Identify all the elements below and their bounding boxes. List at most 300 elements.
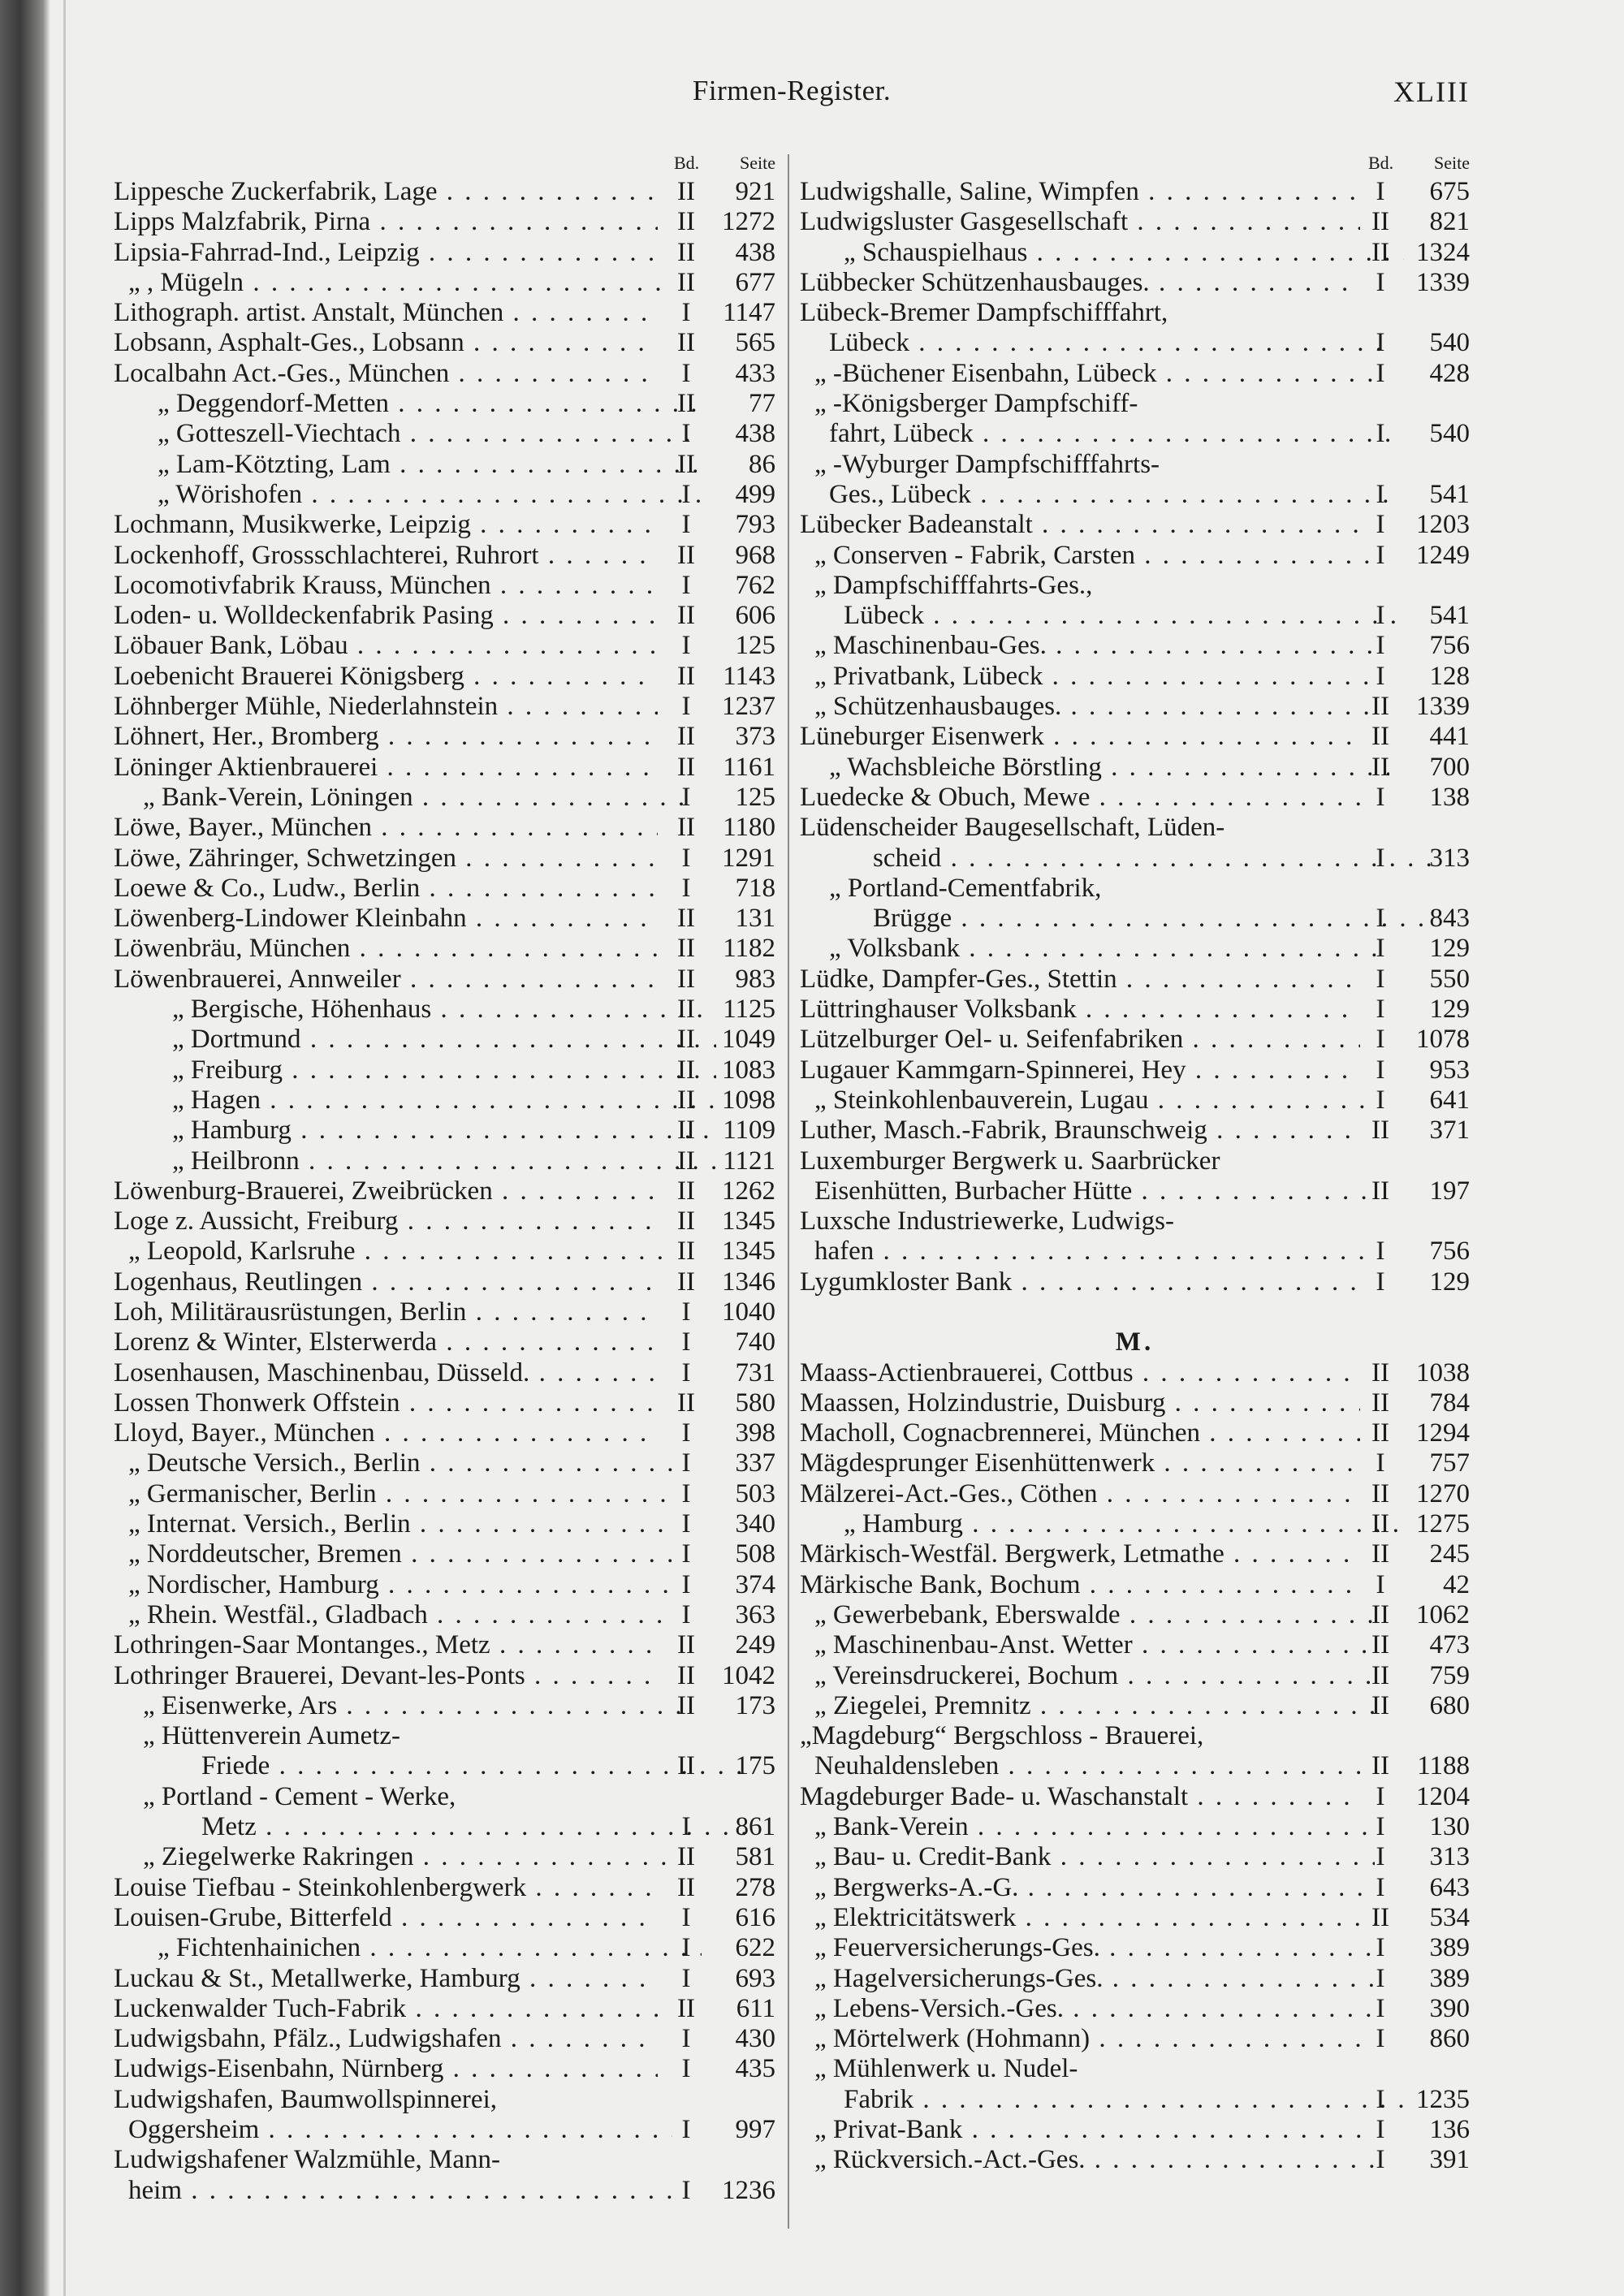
entry-volume: I bbox=[681, 2054, 691, 2084]
entry-page: 756 bbox=[1429, 1236, 1470, 1267]
entry-volume: II bbox=[1371, 1751, 1389, 1781]
register-entry bbox=[800, 722, 1470, 752]
entry-page: 677 bbox=[735, 267, 775, 297]
page-header bbox=[114, 75, 1470, 115]
entry-name: „ Elektricitätswerk . . . bbox=[800, 1903, 1375, 1933]
entry-volume: II bbox=[1371, 1599, 1389, 1629]
entry-name: „ Hagelversicherungs-Ges. . . . bbox=[800, 1964, 1375, 1994]
entry-name: hafen . . . bbox=[800, 1236, 1375, 1267]
register-entry bbox=[800, 904, 1470, 934]
entry-name: Eisenhütten, Burbacher Hütte . . . bbox=[800, 1176, 1375, 1206]
entry-page: 1121 bbox=[723, 1146, 775, 1176]
register-entry bbox=[114, 1448, 775, 1478]
entry-page: 759 bbox=[1429, 1660, 1470, 1690]
register-entry bbox=[114, 2145, 775, 2175]
entry-name: Brügge . . . bbox=[800, 904, 1433, 934]
entry-page: 390 bbox=[1429, 1993, 1470, 2023]
entry-name: „ Hüttenverein Aumetz- bbox=[143, 1721, 401, 1751]
register-entry bbox=[800, 783, 1470, 813]
register-entry bbox=[800, 1448, 1470, 1478]
entry-page: 371 bbox=[1429, 1116, 1470, 1146]
entry-page: 821 bbox=[1429, 207, 1470, 237]
entry-page: 541 bbox=[1429, 601, 1470, 631]
register-entry bbox=[800, 631, 1470, 661]
entry-name: „ Maschinenbau-Ges. . . . bbox=[800, 631, 1375, 661]
entry-page: 1188 bbox=[1417, 1751, 1470, 1781]
entry-volume: II bbox=[1371, 752, 1389, 782]
register-entry bbox=[800, 1206, 1470, 1236]
register-entry bbox=[114, 1600, 775, 1630]
entry-name: Luxemburger Bergwerk u. Saarbrücker bbox=[800, 1146, 1220, 1176]
entry-volume: I bbox=[1376, 358, 1385, 388]
entry-volume: I bbox=[681, 1539, 691, 1569]
entry-name: „ Bank-Verein, Löningen . . . bbox=[114, 783, 687, 813]
register-entry bbox=[800, 571, 1470, 601]
register-entry bbox=[800, 541, 1470, 571]
entry-volume: I bbox=[1376, 2084, 1385, 2114]
register-entry bbox=[114, 298, 775, 328]
register-entry bbox=[114, 359, 775, 389]
entry-volume: II bbox=[677, 1690, 695, 1720]
entry-name: Lübeck . . . bbox=[800, 328, 1389, 358]
register-entry bbox=[114, 1903, 775, 1933]
volume-heading: Bd. bbox=[1368, 153, 1394, 173]
entry-volume: II bbox=[677, 1116, 695, 1146]
entry-volume: II bbox=[677, 934, 695, 964]
entry-volume: I bbox=[681, 1357, 691, 1388]
entry-page: 373 bbox=[735, 722, 775, 752]
entry-name: „ Hamburg . . . bbox=[800, 1509, 1404, 1539]
register-entry bbox=[800, 298, 1470, 328]
entry-name: Losenhausen, Maschinenbau, Düsseld. . . . bbox=[114, 1358, 658, 1388]
entry-name: Löwenbräu, München . . . bbox=[114, 934, 658, 964]
register-entry bbox=[800, 2054, 1470, 2084]
entry-volume: I bbox=[681, 1327, 691, 1357]
entry-volume: I bbox=[1376, 1781, 1385, 1811]
entry-volume: I bbox=[1376, 1842, 1385, 1872]
register-entry bbox=[114, 328, 775, 358]
entry-name: Lippesche Zuckerfabrik, Lage . . . bbox=[114, 177, 658, 207]
register-entry bbox=[800, 662, 1470, 692]
entry-name: Lüttringhauser Volksbank . . . bbox=[800, 995, 1360, 1025]
register-entry bbox=[800, 874, 1470, 904]
entry-name: „Magdeburg“ Bergschloss - Brauerei, bbox=[800, 1721, 1204, 1751]
register-entry bbox=[800, 1085, 1470, 1116]
entry-name: „ -Wyburger Dampfschifffahrts- bbox=[814, 449, 1160, 479]
entry-name: Ludwigshafener Walzmühle, Mann- bbox=[114, 2145, 501, 2175]
entry-volume: I bbox=[681, 1569, 691, 1599]
entry-name: Ludwigshalle, Saline, Wimpfen . . . bbox=[800, 177, 1360, 207]
entry-volume: I bbox=[681, 2115, 691, 2144]
entry-name: Löwe, Zähringer, Schwetzingen . . . bbox=[114, 844, 658, 874]
register-entry bbox=[114, 571, 775, 601]
entry-volume: II bbox=[1371, 1418, 1389, 1448]
register-entry bbox=[800, 1751, 1470, 1781]
entry-volume: I bbox=[681, 1418, 691, 1448]
register-entry bbox=[114, 904, 775, 934]
entry-page: 503 bbox=[735, 1478, 775, 1508]
entry-name: Loebenicht Brauerei Königsberg . . . bbox=[114, 662, 658, 692]
entry-name: „ Vereinsdruckerei, Bochum . . . bbox=[800, 1661, 1375, 1691]
entry-volume: II bbox=[677, 1085, 695, 1115]
entry-page: 430 bbox=[735, 2024, 775, 2054]
entry-volume: I bbox=[681, 1297, 691, 1327]
entry-page: 175 bbox=[735, 1751, 775, 1781]
entry-volume: II bbox=[1371, 1902, 1389, 1932]
entry-volume: II bbox=[677, 1206, 695, 1236]
entry-page: 861 bbox=[735, 1812, 775, 1842]
column-divider bbox=[788, 154, 789, 2229]
register-entry bbox=[800, 1782, 1470, 1812]
register-entry bbox=[800, 480, 1470, 510]
register-entry bbox=[800, 1509, 1470, 1539]
entry-name: Lockenhoff, Grossschlachterei, Ruhrort . . . bbox=[114, 541, 658, 571]
entry-page: 131 bbox=[735, 904, 775, 934]
entry-volume: II bbox=[677, 1842, 695, 1872]
entry-name: „ , Mügeln . . . bbox=[114, 268, 672, 298]
register-entry bbox=[800, 1600, 1470, 1630]
entry-page: 1040 bbox=[722, 1297, 775, 1327]
register-entry bbox=[800, 1661, 1470, 1691]
entry-page: 643 bbox=[1429, 1872, 1470, 1902]
register-entry bbox=[114, 934, 775, 964]
entry-name: scheid . . . bbox=[800, 844, 1433, 874]
entry-page: 1049 bbox=[722, 1025, 775, 1055]
entry-page: 391 bbox=[1429, 2145, 1470, 2175]
entry-name: Ludwigsluster Gasgesellschaft . . . bbox=[800, 207, 1360, 237]
entry-name: Lübbecker Schützenhausbauges. . . . bbox=[800, 268, 1360, 298]
entry-name: „ Germanischer, Berlin . . . bbox=[114, 1479, 672, 1509]
entry-volume: II bbox=[677, 1267, 695, 1297]
register-entry bbox=[114, 1297, 775, 1327]
entry-name: „ Hagen . . . bbox=[114, 1085, 716, 1116]
entry-name: Ludwigs-Eisenbahn, Nürnberg . . . bbox=[114, 2054, 658, 2084]
register-entry bbox=[114, 1751, 775, 1781]
entry-name: Märkisch-Westfäl. Bergwerk, Letmathe . . . bbox=[800, 1539, 1360, 1569]
entry-name: Friede . . . bbox=[114, 1751, 745, 1781]
entry-name: „ Internat. Versich., Berlin . . . bbox=[114, 1509, 672, 1539]
entry-volume: I bbox=[1376, 1872, 1385, 1902]
entry-page: 1262 bbox=[722, 1176, 775, 1206]
entry-page: 398 bbox=[735, 1418, 775, 1448]
register-entry bbox=[114, 207, 775, 237]
register-entry bbox=[800, 1964, 1470, 1994]
register-entry bbox=[114, 1994, 775, 2024]
entry-page: 860 bbox=[1429, 2024, 1470, 2054]
register-entry bbox=[114, 692, 775, 722]
entry-page: 1249 bbox=[1416, 540, 1470, 570]
left-column bbox=[114, 153, 775, 2206]
entry-volume: II bbox=[1371, 1509, 1389, 1539]
register-entry bbox=[800, 844, 1470, 874]
entry-name: Lygumkloster Bank . . . bbox=[800, 1267, 1360, 1297]
register-entry bbox=[800, 177, 1470, 207]
entry-name: „ Ziegelwerke Rakringen . . . bbox=[114, 1842, 687, 1872]
register-entry bbox=[114, 1630, 775, 1660]
entry-name: „ Volksbank . . . bbox=[800, 934, 1389, 964]
entry-volume: I bbox=[1376, 540, 1385, 570]
entry-volume: I bbox=[1376, 964, 1385, 994]
entry-page: 616 bbox=[735, 1902, 775, 1932]
entry-volume: II bbox=[1371, 1388, 1389, 1418]
register-entry bbox=[800, 450, 1470, 480]
entry-page: 641 bbox=[1429, 1085, 1470, 1115]
entry-volume: I bbox=[1376, 2145, 1385, 2175]
entry-name: „ Fichtenhainichen . . . bbox=[114, 1933, 702, 1963]
entry-page: 428 bbox=[1429, 358, 1470, 388]
register-entry bbox=[800, 2024, 1470, 2054]
register-entry bbox=[114, 1116, 775, 1146]
entry-name: Maass-Actienbrauerei, Cottbus . . . bbox=[800, 1358, 1360, 1388]
entry-page: 129 bbox=[1429, 1267, 1470, 1297]
entry-page: 611 bbox=[736, 1993, 775, 2023]
register-entry bbox=[800, 1570, 1470, 1600]
register-entry bbox=[800, 238, 1470, 268]
entry-name: Lithograph. artist. Anstalt, München . . . bbox=[114, 298, 658, 328]
register-entry bbox=[114, 1812, 775, 1842]
entry-name: Löninger Aktienbrauerei . . . bbox=[114, 753, 658, 783]
register-entry bbox=[114, 268, 775, 298]
entry-page: 249 bbox=[735, 1630, 775, 1660]
entry-volume: I bbox=[681, 298, 691, 328]
register-entry bbox=[114, 1842, 775, 1872]
entry-name: Luckenwalder Tuch-Fabrik . . . bbox=[114, 1994, 658, 2024]
entry-volume: I bbox=[1376, 419, 1385, 449]
register-entry bbox=[114, 2024, 775, 2054]
entry-volume: II bbox=[677, 540, 695, 570]
entry-volume: I bbox=[1376, 1933, 1385, 1963]
entry-volume: II bbox=[677, 1236, 695, 1267]
entry-name: Locomotivfabrik Krauss, München . . . bbox=[114, 571, 658, 601]
entry-name: Lloyd, Bayer., München . . . bbox=[114, 1418, 658, 1448]
entry-volume: I bbox=[1376, 2115, 1385, 2144]
register-entry bbox=[800, 510, 1470, 540]
entry-volume: I bbox=[1376, 1963, 1385, 1993]
entry-page: 1038 bbox=[1416, 1357, 1470, 1388]
entry-name: „ Mörtelwerk (Hohmann) . . . bbox=[800, 2024, 1375, 2054]
entry-name: Luther, Masch.-Fabrik, Braunschweig . . . bbox=[800, 1116, 1360, 1146]
entry-page: 1083 bbox=[722, 1055, 775, 1085]
entry-volume: I bbox=[681, 1448, 691, 1478]
entry-page: 1147 bbox=[723, 298, 775, 328]
register-entry bbox=[800, 1812, 1470, 1842]
entry-name: Löhnert, Her., Bromberg . . . bbox=[114, 722, 658, 752]
entry-name: Magdeburger Bade- u. Waschanstalt . . . bbox=[800, 1782, 1360, 1812]
register-entry bbox=[800, 328, 1470, 358]
register-entry bbox=[800, 2085, 1470, 2115]
entry-name: „ Rückversich.-Act.-Ges. . . . bbox=[800, 2145, 1375, 2175]
entry-page: 921 bbox=[735, 177, 775, 206]
entry-name: „ Wörishofen . . . bbox=[114, 480, 702, 510]
register-entry bbox=[800, 1358, 1470, 1388]
entry-name: Mägdesprunger Eisenhüttenwerk . . . bbox=[800, 1448, 1360, 1478]
entry-page: 581 bbox=[735, 1842, 775, 1872]
register-entry bbox=[114, 753, 775, 783]
entry-page: 1291 bbox=[722, 843, 775, 873]
entry-page: 340 bbox=[735, 1509, 775, 1539]
entry-page: 438 bbox=[735, 237, 775, 267]
entry-page: 129 bbox=[1429, 995, 1470, 1025]
page-number: XLIII bbox=[1393, 76, 1470, 108]
entry-name: Maassen, Holzindustrie, Duisburg . . . bbox=[800, 1388, 1360, 1418]
entry-page: 1204 bbox=[1416, 1781, 1470, 1811]
entry-page: 363 bbox=[735, 1599, 775, 1629]
register-entry bbox=[114, 177, 775, 207]
register-entry bbox=[114, 1236, 775, 1267]
entry-volume: II bbox=[1371, 1116, 1389, 1146]
entry-volume: I bbox=[1376, 843, 1385, 873]
entry-volume: II bbox=[677, 1872, 695, 1902]
register-entry bbox=[800, 1267, 1470, 1297]
right-entries bbox=[800, 177, 1470, 2176]
entry-name: Lüdke, Dampfer-Ges., Stettin . . . bbox=[800, 965, 1360, 995]
register-entry bbox=[114, 1964, 775, 1994]
entry-name: Lorenz & Winter, Elsterwerda . . . bbox=[114, 1327, 658, 1357]
register-entry bbox=[114, 1691, 775, 1721]
register-entry bbox=[114, 1721, 775, 1751]
register-entry bbox=[114, 844, 775, 874]
entry-name: Märkische Bank, Bochum . . . bbox=[800, 1570, 1360, 1600]
register-entry bbox=[800, 1479, 1470, 1509]
entry-volume: II bbox=[1371, 1478, 1389, 1508]
entry-page: 1203 bbox=[1416, 510, 1470, 540]
entry-volume: I bbox=[681, 1812, 691, 1842]
register-entry bbox=[800, 268, 1470, 298]
entry-volume: I bbox=[1376, 1085, 1385, 1115]
entry-volume: II bbox=[1371, 1176, 1389, 1206]
entry-page: 1339 bbox=[1416, 267, 1470, 297]
register-entry bbox=[114, 450, 775, 480]
entry-name: Neuhaldensleben . . . bbox=[800, 1751, 1375, 1781]
entry-volume: II bbox=[677, 449, 695, 479]
entry-page: 1237 bbox=[722, 692, 775, 722]
entry-name: Löwe, Bayer., München . . . bbox=[114, 813, 658, 843]
entry-volume: I bbox=[681, 358, 691, 388]
register-entry bbox=[114, 1873, 775, 1903]
entry-volume: I bbox=[1376, 601, 1385, 631]
entry-volume: I bbox=[1376, 479, 1385, 509]
entry-name: Lipsia-Fahrrad-Ind., Leipzig . . . bbox=[114, 238, 658, 268]
entry-page: 1275 bbox=[1416, 1509, 1470, 1539]
entry-name: „ Heilbronn . . . bbox=[114, 1146, 716, 1176]
entry-name: „ Eisenwerke, Ars . . . bbox=[114, 1691, 687, 1721]
entry-page: 983 bbox=[735, 964, 775, 994]
register-entry bbox=[800, 1146, 1470, 1176]
register-entry bbox=[114, 1085, 775, 1116]
register-entry bbox=[114, 1388, 775, 1418]
register-entry bbox=[114, 1782, 775, 1812]
entry-volume: II bbox=[677, 1993, 695, 2023]
entry-name: Lüdenscheider Baugesellschaft, Lüden- bbox=[800, 813, 1225, 843]
entry-volume: II bbox=[677, 904, 695, 934]
entry-volume: I bbox=[681, 479, 691, 509]
entry-volume: II bbox=[677, 389, 695, 419]
entry-page: 1324 bbox=[1416, 237, 1470, 267]
left-entries bbox=[114, 177, 775, 2206]
entry-volume: I bbox=[1376, 1267, 1385, 1297]
entry-volume: II bbox=[677, 237, 695, 267]
register-entry bbox=[114, 480, 775, 510]
entry-name: „ Deutsche Versich., Berlin . . . bbox=[114, 1448, 672, 1478]
entry-volume: I bbox=[681, 1599, 691, 1629]
entry-name: „ Gotteszell-Viechtach . . . bbox=[114, 419, 702, 449]
entry-volume: I bbox=[1376, 1569, 1385, 1599]
entry-page: 757 bbox=[1429, 1448, 1470, 1478]
entry-name: „ Feuerversicherungs-Ges. . . . bbox=[800, 1933, 1375, 1963]
entry-volume: II bbox=[1371, 207, 1389, 237]
register-entry bbox=[114, 662, 775, 692]
register-entry bbox=[800, 207, 1470, 237]
register-entry bbox=[114, 1176, 775, 1206]
entry-volume: II bbox=[677, 601, 695, 631]
register-entry bbox=[800, 1630, 1470, 1660]
entry-name: Lützelburger Oel- u. Seifenfabriken . . . bbox=[800, 1025, 1360, 1055]
entry-page: 435 bbox=[735, 2054, 775, 2084]
entry-name: „ Portland-Cementfabrik, bbox=[829, 873, 1102, 903]
entry-page: 1345 bbox=[722, 1206, 775, 1236]
register-entry bbox=[114, 874, 775, 904]
entry-volume: I bbox=[681, 1933, 691, 1963]
register-entry bbox=[114, 541, 775, 571]
entry-volume: II bbox=[677, 995, 695, 1025]
register-entry bbox=[114, 965, 775, 995]
register-entry bbox=[114, 1661, 775, 1691]
entry-name: Lugauer Kammgarn-Spinnerei, Hey . . . bbox=[800, 1055, 1360, 1085]
entry-name: „ Bergische, Höhenhaus . . . bbox=[114, 995, 716, 1025]
register-entry bbox=[800, 1842, 1470, 1872]
register-entry bbox=[800, 389, 1470, 419]
entry-volume: I bbox=[681, 873, 691, 903]
entry-page: 128 bbox=[1429, 661, 1470, 691]
register-entry bbox=[800, 1994, 1470, 2024]
entry-page: 125 bbox=[735, 631, 775, 661]
register-entry bbox=[800, 1721, 1470, 1751]
entry-volume: I bbox=[681, 1963, 691, 1993]
entry-page: 1294 bbox=[1416, 1418, 1470, 1448]
entry-name: Louisen-Grube, Bitterfeld . . . bbox=[114, 1903, 658, 1933]
entry-page: 700 bbox=[1429, 752, 1470, 782]
entry-name: „ Schauspielhaus . . . bbox=[800, 238, 1404, 268]
entry-page: 541 bbox=[1429, 479, 1470, 509]
section-letter bbox=[800, 1327, 1470, 1357]
entry-volume: I bbox=[681, 1902, 691, 1932]
entry-volume: I bbox=[1376, 328, 1385, 358]
entry-page: 1143 bbox=[723, 661, 775, 691]
entry-name: Metz . . . bbox=[114, 1812, 745, 1842]
register-entry bbox=[114, 419, 775, 449]
entry-page: 1346 bbox=[722, 1267, 775, 1297]
left-column-header bbox=[114, 153, 775, 177]
entry-page: 793 bbox=[735, 510, 775, 540]
register-entry bbox=[114, 238, 775, 268]
register-entry bbox=[800, 1176, 1470, 1206]
entry-page: 138 bbox=[1429, 782, 1470, 812]
entry-name: Luedecke & Obuch, Mewe . . . bbox=[800, 783, 1360, 813]
entry-volume: I bbox=[1376, 661, 1385, 691]
entry-page: 1272 bbox=[722, 207, 775, 237]
entry-volume: I bbox=[681, 1509, 691, 1539]
register-entry bbox=[114, 783, 775, 813]
entry-name: „ Wachsbleiche Börstling . . . bbox=[800, 753, 1389, 783]
register-entry bbox=[800, 1873, 1470, 1903]
entry-name: Logenhaus, Reutlingen . . . bbox=[114, 1267, 658, 1297]
entry-page: 565 bbox=[735, 328, 775, 358]
entry-name: M. bbox=[1115, 1327, 1155, 1357]
register-entry bbox=[114, 1933, 775, 1963]
entry-name: „ Mühlenwerk u. Nudel- bbox=[814, 2054, 1078, 2084]
entry-page: 499 bbox=[735, 479, 775, 509]
entry-name: Lipps Malzfabrik, Pirna . . . bbox=[114, 207, 658, 237]
